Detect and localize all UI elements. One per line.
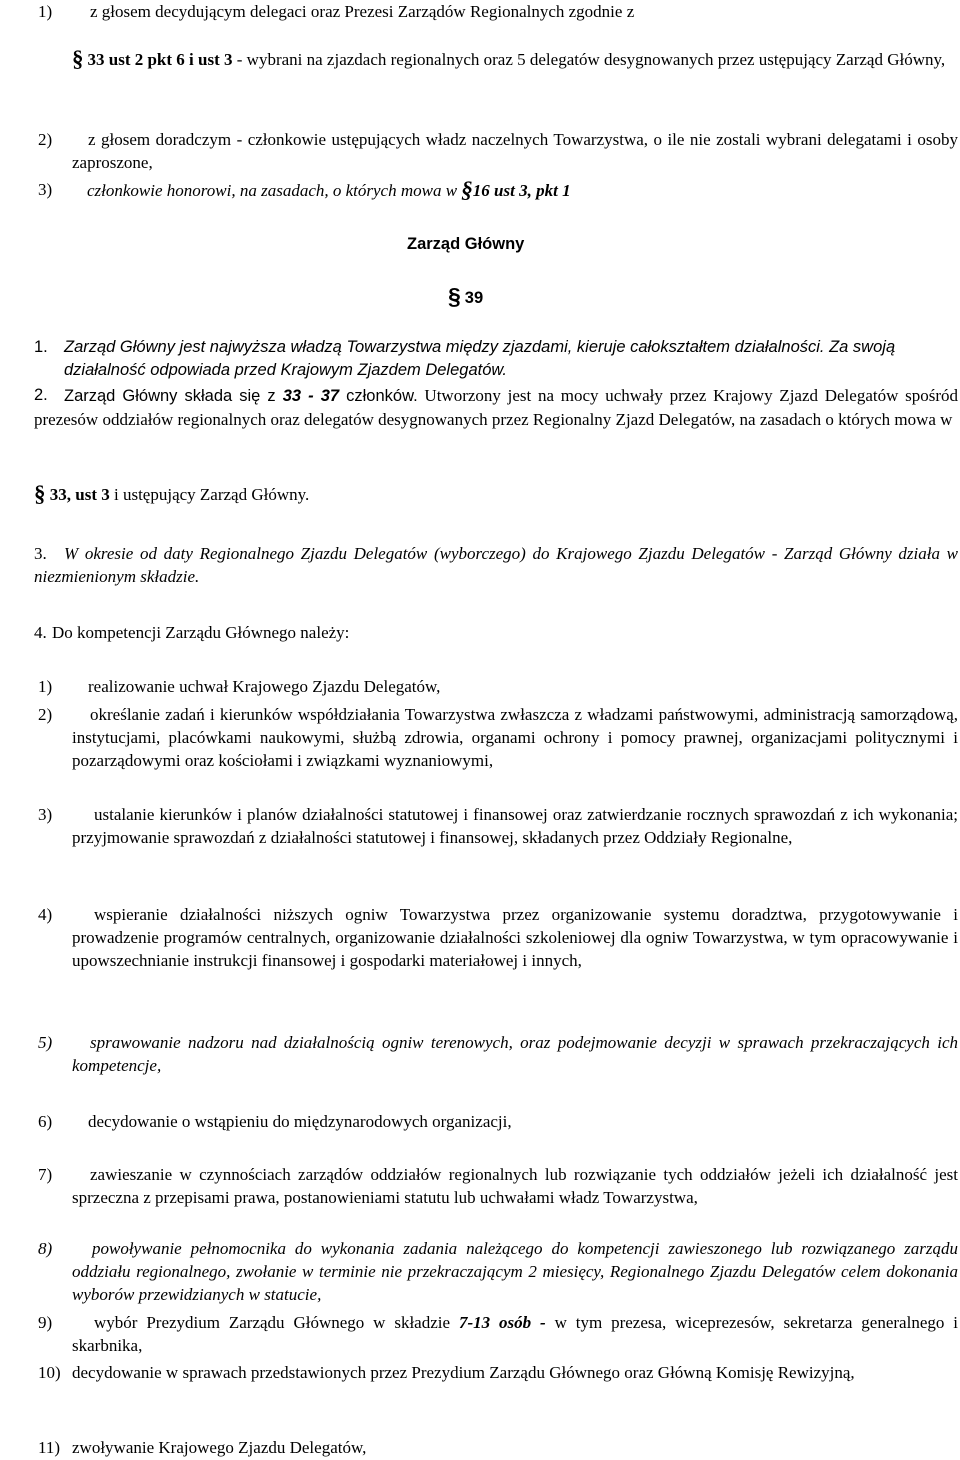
item-text: wybór Prezydium Zarządu Głównego w składzie — [94, 1313, 459, 1332]
item-number: 4) — [38, 905, 53, 924]
section-sign: § — [72, 46, 84, 71]
competence-item-4 — [38, 903, 958, 972]
clause-text: i ustępujący Zarząd Główny. — [109, 485, 310, 504]
competence-item-10 — [38, 1361, 958, 1384]
item-text: zwoływanie Krajowego Zjazdu Delegatów, — [72, 1438, 367, 1457]
item-text: wspieranie działalności niższych ogniw Towarzystwa przez organizowanie systemu doradztwa, przygotowywanie i prowadzenie programów centralnych, organizowanie działalności szkoleniowej dla ogniw Towarzystwa, w tym opracowywanie i upowszechnianie instrukcji finansowej i gospodarki materiałowej i innych, — [72, 905, 958, 970]
section-number: 39 — [464, 289, 484, 307]
item-number: 1) — [38, 2, 53, 21]
item-number: 11) — [38, 1438, 61, 1457]
item-number: 2) — [38, 705, 53, 724]
clause-2-continuation — [34, 482, 309, 506]
item-number: 7) — [38, 1165, 53, 1184]
item-text: sprawowanie nadzoru nad działalnością ogniw terenowych, oraz podejmowanie decyzji w sprawach przekraczających ich kompetencje, — [72, 1033, 958, 1075]
clause-text-end: członków. — [339, 387, 418, 405]
list-item-1-continuation — [72, 47, 958, 71]
item-number: 9) — [38, 1313, 53, 1332]
member-count: 33 - 37 — [282, 387, 340, 405]
paragraph-number — [448, 285, 483, 310]
clause-number: 1. — [34, 338, 48, 356]
presidium-size: 7-13 osób - — [458, 1313, 546, 1332]
item-text: - wybrani na zjazdach regionalnych oraz 5 delegatów desygnowanych przez ustępujący Zarząd Główny, — [232, 50, 946, 69]
clause-text: W okresie od daty Regionalnego Zjazdu Delegatów (wyborczego) do Krajowego Zjazdu Delegatów - Zarząd Główny działa w niezmienionym składzie. — [34, 544, 958, 586]
section-ref: 33, ust 3 — [45, 485, 110, 504]
item-text: określanie zadań i kierunków współdziałania Towarzystwa zwłaszcza z władzami państwowymi, administracją samorządową, instytucjami, placówkami naukowymi, służbą zdrowia, organami ochrony i pomocy prawnej, organizacjami politycznymi i pozarządowymi oraz kościołami i związkami wyznaniowymi, — [72, 705, 958, 770]
list-item-2 — [38, 128, 958, 174]
clause-3 — [34, 542, 958, 588]
clause-1 — [34, 336, 958, 382]
item-number: 1) — [38, 677, 53, 696]
item-text: decydowanie o wstąpieniu do międzynarodowych organizacji, — [88, 1112, 512, 1131]
item-number: 6) — [38, 1112, 53, 1131]
item-text: powoływanie pełnomocnika do wykonania zadania należącego do kompetencji zawieszonego lub rozwiązanego zarządu oddziału regionalnego, zwołanie w terminie nie przekraczającym 2 miesięcy, Regionalnego Zjazdu Delegatów celem dokonania wyborów przewidzianych w statucie, — [72, 1239, 958, 1304]
section-ref: 16 ust 3, pkt 1 — [472, 181, 571, 200]
section-sign: § — [448, 283, 461, 309]
section-heading: Zarząd Główny — [407, 235, 525, 253]
competence-item-9 — [38, 1311, 958, 1357]
clause-2 — [34, 384, 958, 431]
item-number: 5) — [38, 1033, 53, 1052]
section-sign: § — [34, 481, 46, 506]
competence-item-5 — [38, 1031, 958, 1077]
competence-item-7 — [38, 1163, 958, 1209]
item-number: 3) — [38, 805, 53, 824]
clause-number: 4. — [34, 623, 47, 642]
item-text-end: w tym prezesa, wiceprezesów, sekretarza generalnego i skarbnika, — [72, 1313, 958, 1355]
item-number: 3) — [38, 180, 53, 199]
item-text: realizowanie uchwał Krajowego Zjazdu Delegatów, — [88, 677, 441, 696]
item-number: 2) — [38, 130, 53, 149]
clause-text: Zarząd Główny jest najwyższa władzą Towarzystwa między zjazdami, kieruje całokształtem działalności. Za swoją działalność odpowiada przed Krajowym Zjazdem Delegatów. — [64, 338, 896, 379]
item-number: 8) — [38, 1239, 53, 1258]
clause-number: 2. — [34, 386, 48, 404]
item-text: z głosem doradczym - członkowie ustępujących władz naczelnych Towarzystwa, o ile nie zostali wybrani delegatami i osoby zaproszone, — [72, 130, 958, 172]
clause-text: Zarząd Główny składa się z — [64, 387, 283, 405]
item-number: 10) — [38, 1363, 61, 1382]
clause-text-cont: Utworzony jest na mocy uchwały przez Krajowy Zjazd Delegatów spośród prezesów oddziałów regionalnych oraz delegatów desygnowanych przez Regionalny Zjazd Delegatów, na zasadach o których mowa w — [34, 386, 958, 429]
item-text: z głosem decydującym delegaci oraz Prezesi Zarządów Regionalnych zgodnie z — [90, 2, 635, 21]
competence-item-8 — [38, 1237, 958, 1306]
competence-item-3 — [38, 803, 958, 849]
item-text: członkowie honorowi, na zasadach, o których mowa w — [87, 181, 462, 200]
section-sign: § — [461, 177, 473, 202]
item-text: ustalanie kierunków i planów działalności statutowej i finansowej oraz zatwierdzanie rocznych sprawozdań z ich wykonania; przyjmowanie sprawozdań z działalności statutowej i finansowej, składanych przez Oddziały Regionalne, — [72, 805, 958, 847]
clause-number: 3. — [34, 544, 47, 563]
item-text: zawieszanie w czynnościach zarządów oddziałów regionalnych lub rozwiązanie tych oddziałów jeżeli ich działalność jest sprzeczna z przepisami prawa, postanowieniami statutu lub uchwałami władz Towarzystwa, — [72, 1165, 958, 1207]
competence-item-2 — [38, 703, 958, 772]
clause-text: Do kompetencji Zarządu Głównego należy: — [52, 623, 350, 642]
section-ref: 33 ust 2 pkt 6 i ust 3 — [87, 50, 233, 69]
item-text: decydowanie w sprawach przedstawionych przez Prezydium Zarządu Głównego oraz Główną Komisję Rewizyjną, — [72, 1363, 855, 1382]
